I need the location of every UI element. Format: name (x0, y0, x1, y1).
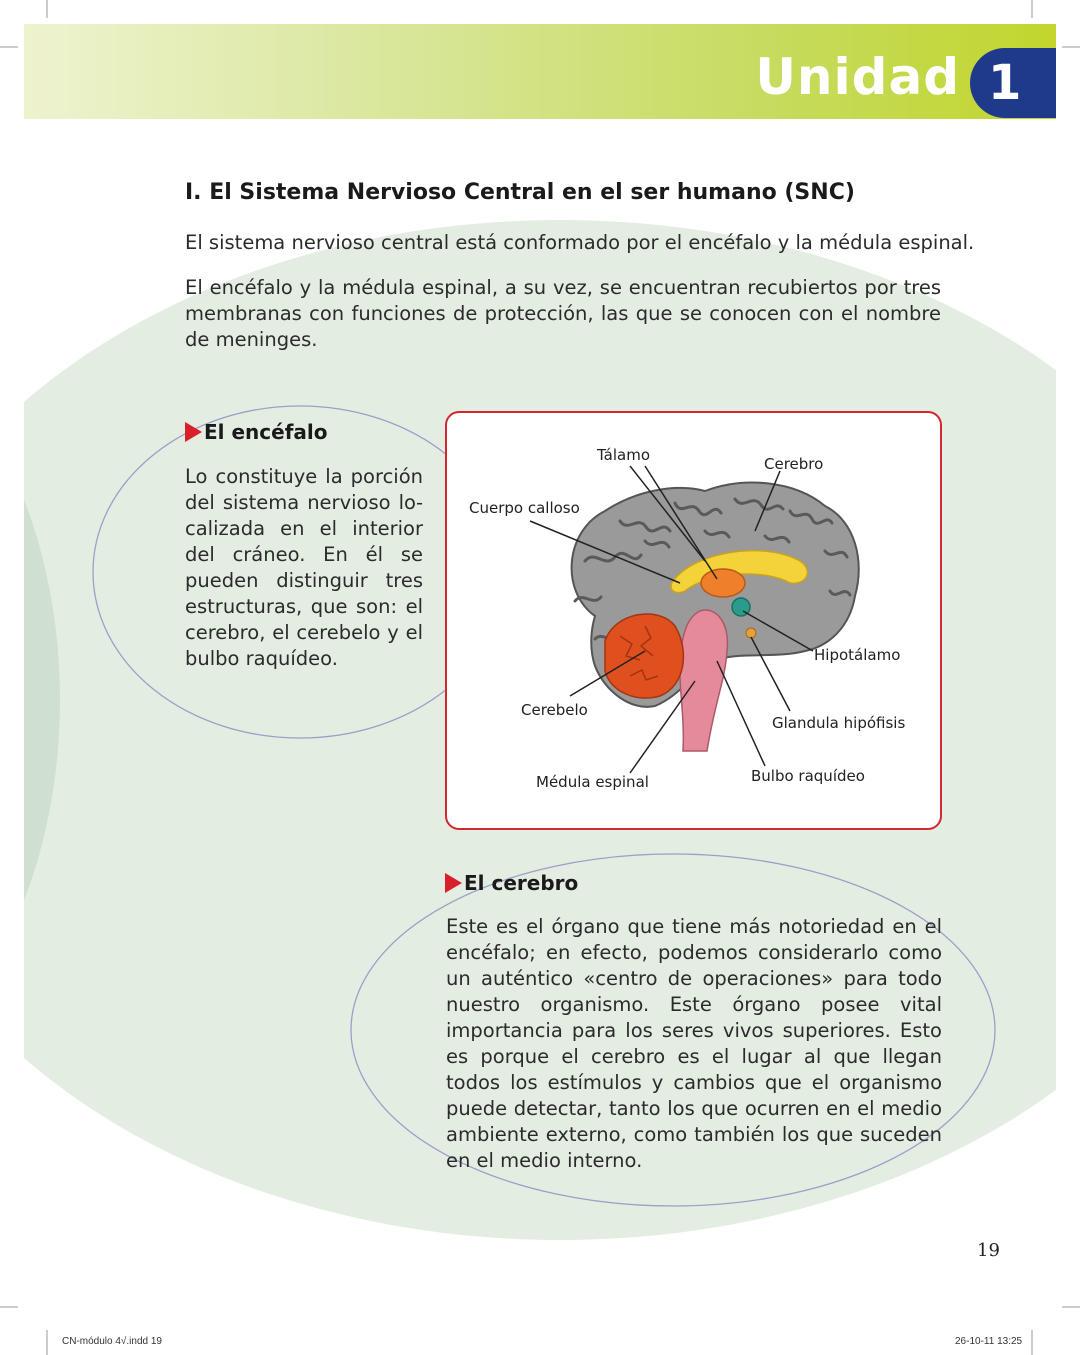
footer-timestamp: 26-10-11 13:25 (955, 1336, 1023, 1347)
cerebro-heading-text: El cerebro (464, 871, 579, 895)
label-cerebro: Cerebro (764, 455, 824, 473)
cerebro-text: Este es el órgano que tiene más notoriedad en el encéfalo; en efecto, podemos considerarlo como un auténtico «centro de operaciones» para todo nuestro organismo. Este órgano posee vital importancia para los seres vivos superiores. Esto es porque el cerebro es el lugar al que llegan todos los estímulos y cambios que el organismo puede detectar, tanto los que ocurren en el medio ambiente externo, como también los que suceden en el medio interno. (446, 915, 942, 1172)
cerebro-heading (445, 871, 578, 895)
label-hipotalamo: Hipotálamo (814, 646, 901, 664)
label-medula-espinal: Médula espinal (536, 773, 649, 791)
unit-number-badge: 1 (970, 48, 1056, 118)
page-number: 19 (977, 1240, 1000, 1261)
unit-label: Unidad (755, 48, 960, 106)
thalamus (701, 569, 745, 597)
encefalo-heading-text: El encéfalo (204, 420, 328, 444)
intro-paragraph-2: El encéfalo y la médula espinal, a su vez, se encuentran recubiertos por tres membranas con funciones de protección, las que se conocen con el nombre de meninges. (185, 276, 941, 351)
pituitary-gland (746, 628, 756, 638)
encefalo-text: Lo constituye la porción del sistema nervioso localizada en el interior del cráneo. En él se pueden distinguir tres estructuras, que son: el cerebro, el cerebelo y el bulbo raquídeo. (185, 465, 423, 670)
label-cerebelo: Cerebelo (521, 701, 588, 719)
label-talamo: Tálamo (597, 446, 651, 464)
footer-filename: CN-módulo 4√.indd 19 (62, 1336, 162, 1347)
label-cuerpo-calloso: Cuerpo calloso (469, 499, 580, 517)
bullet-triangle-icon (185, 422, 202, 442)
label-glandula-hipofisis: Glandula hipófisis (772, 714, 906, 732)
bullet-triangle-icon (445, 873, 462, 893)
brain-diagram (445, 411, 942, 830)
brainstem (680, 610, 728, 751)
encefalo-heading (185, 420, 328, 444)
cerebellum (605, 614, 683, 698)
label-bulbo-raquideo: Bulbo raquídeo (751, 767, 865, 785)
intro-paragraph-1: El sistema nervioso central está conformado por el encéfalo y la médula espinal. (185, 231, 975, 254)
section-title: I. El Sistema Nervioso Central en el ser humano (SNC) (185, 180, 855, 205)
